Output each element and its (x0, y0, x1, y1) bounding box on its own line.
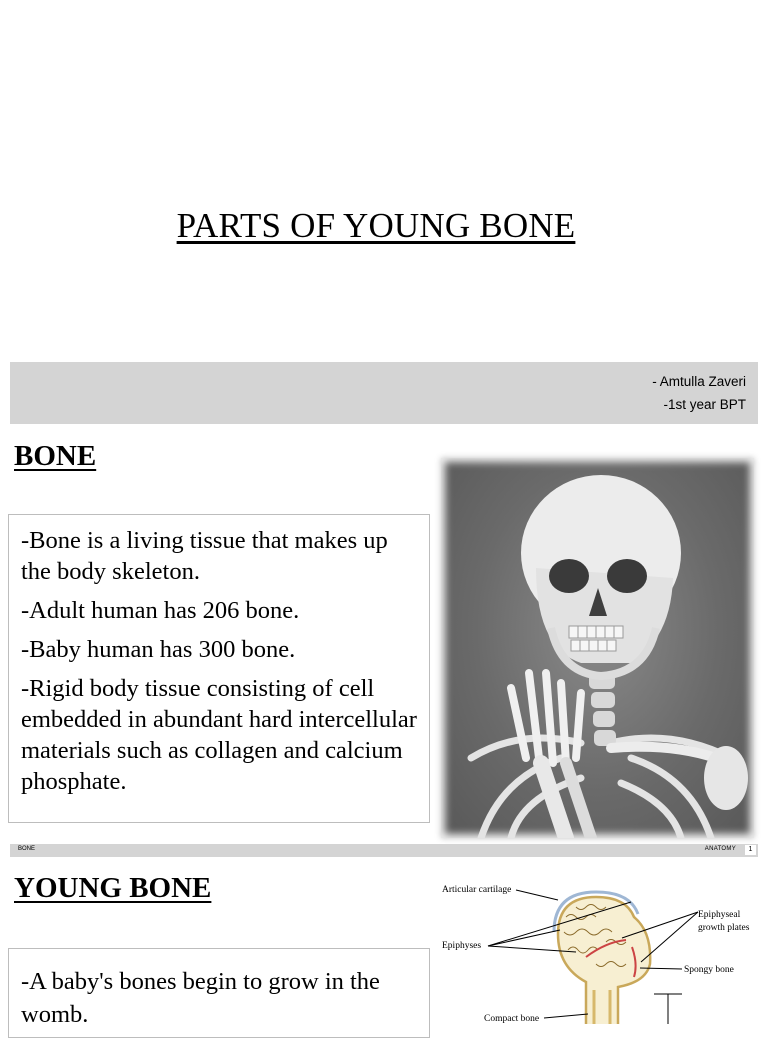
page-number: 1 (745, 845, 756, 855)
bone-paragraph: -Baby human has 300 bone. (21, 636, 296, 663)
author-name: - Amtulla Zaveri (652, 374, 746, 389)
label-compact-bone: Compact bone (484, 1014, 540, 1024)
bone-paragraph: -Adult human has 206 bone. (21, 597, 300, 624)
bone-heading: BONE (14, 440, 97, 472)
label-articular-cartilage: Articular cartilage (442, 885, 512, 895)
bone-paragraph: -Bone is a living tissue that makes up the body skeleton. (21, 527, 388, 585)
label-growth-plates: growth plates (698, 923, 750, 933)
footer-section-label: BONE (18, 846, 36, 852)
young-bone-heading: YOUNG BONE (14, 872, 212, 904)
label-epiphyseal: Epiphyseal (698, 910, 741, 920)
young-bone-paragraph: -A baby's bones begin to grow in the womb. (21, 968, 380, 1028)
footer-subject-label: ANATOMY (704, 846, 736, 852)
author-band (10, 362, 758, 424)
skeleton-photo (441, 458, 754, 838)
skeleton-illustration (441, 458, 754, 838)
presentation-title: PARTS OF YOUNG BONE (176, 206, 576, 245)
label-epiphyses: Epiphyses (442, 941, 482, 951)
slide-footer (10, 844, 758, 857)
young-bone-text-box (8, 948, 430, 1038)
label-spongy-bone: Spongy bone (684, 965, 734, 975)
author-year: -1st year BPT (663, 397, 746, 412)
bone-paragraph: -Rigid body tissue consisting of cell embedded in abundant hard intercellular materials such as collagen and calcium phosphate. (21, 675, 417, 795)
bone-text-box (8, 514, 430, 823)
young-bone-diagram (436, 872, 768, 1024)
bone-shape (558, 897, 650, 1024)
